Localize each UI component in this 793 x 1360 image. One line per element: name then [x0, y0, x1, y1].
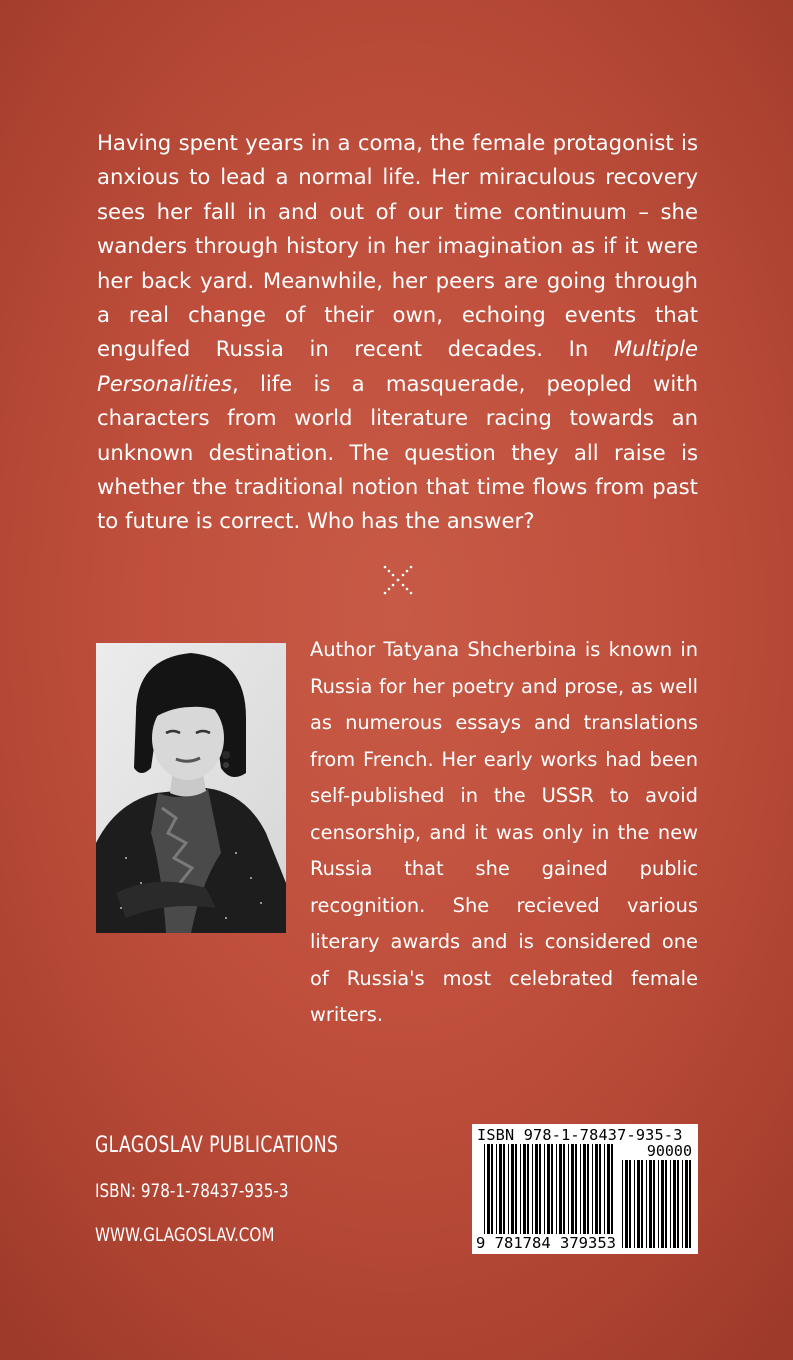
- blurb-text-end: , life is a masquerade, peopled with characters from world literature racing towards an unknown destination. The question they all raise is whether the traditional notion that time flows from past to future is correct. Who has the answer?: [97, 370, 698, 534]
- author-bio: Author Tatyana Shcherbina is known in Russia for her poetry and prose, as well as numerous essays and translations from French. Her early works had been self-published in the USSR to avoid censorship, and it was only in the new Russia that she gained public recognition. She recieved various literary awards and is considered one of Russia's most celebrated female writers.: [310, 638, 698, 1026]
- publisher-name: GLAGOSLAV PUBLICATIONS: [95, 1133, 339, 1158]
- isbn-text: ISBN: 978-1-78437-935-3: [95, 1180, 289, 1202]
- publisher-website: WWW.GLAGOSLAV.COM: [95, 1224, 275, 1246]
- barcode-isbn-label: ISBN 978-1-78437-935-3: [477, 1126, 683, 1144]
- barcode-digits: 9 781784 379353: [476, 1234, 616, 1252]
- book-blurb: [97, 126, 698, 539]
- cross-ornament-icon: [383, 565, 413, 595]
- book-title: Multiple Personalities: [97, 336, 698, 396]
- author-photo: [96, 643, 286, 933]
- barcode: [472, 1124, 698, 1254]
- barcode-price-code: 90000: [646, 1142, 692, 1160]
- blurb-text-start: Having spent years in a coma, the female protagonist is anxious to lead a normal life. Her miraculous recovery sees her fall in and out of our time continuum – she wanders through history in her imagination as if it were her back yard. Meanwhile, her peers are going through a real change of their own, echoing events that engulfed Russia in recent decades. In: [97, 130, 698, 362]
